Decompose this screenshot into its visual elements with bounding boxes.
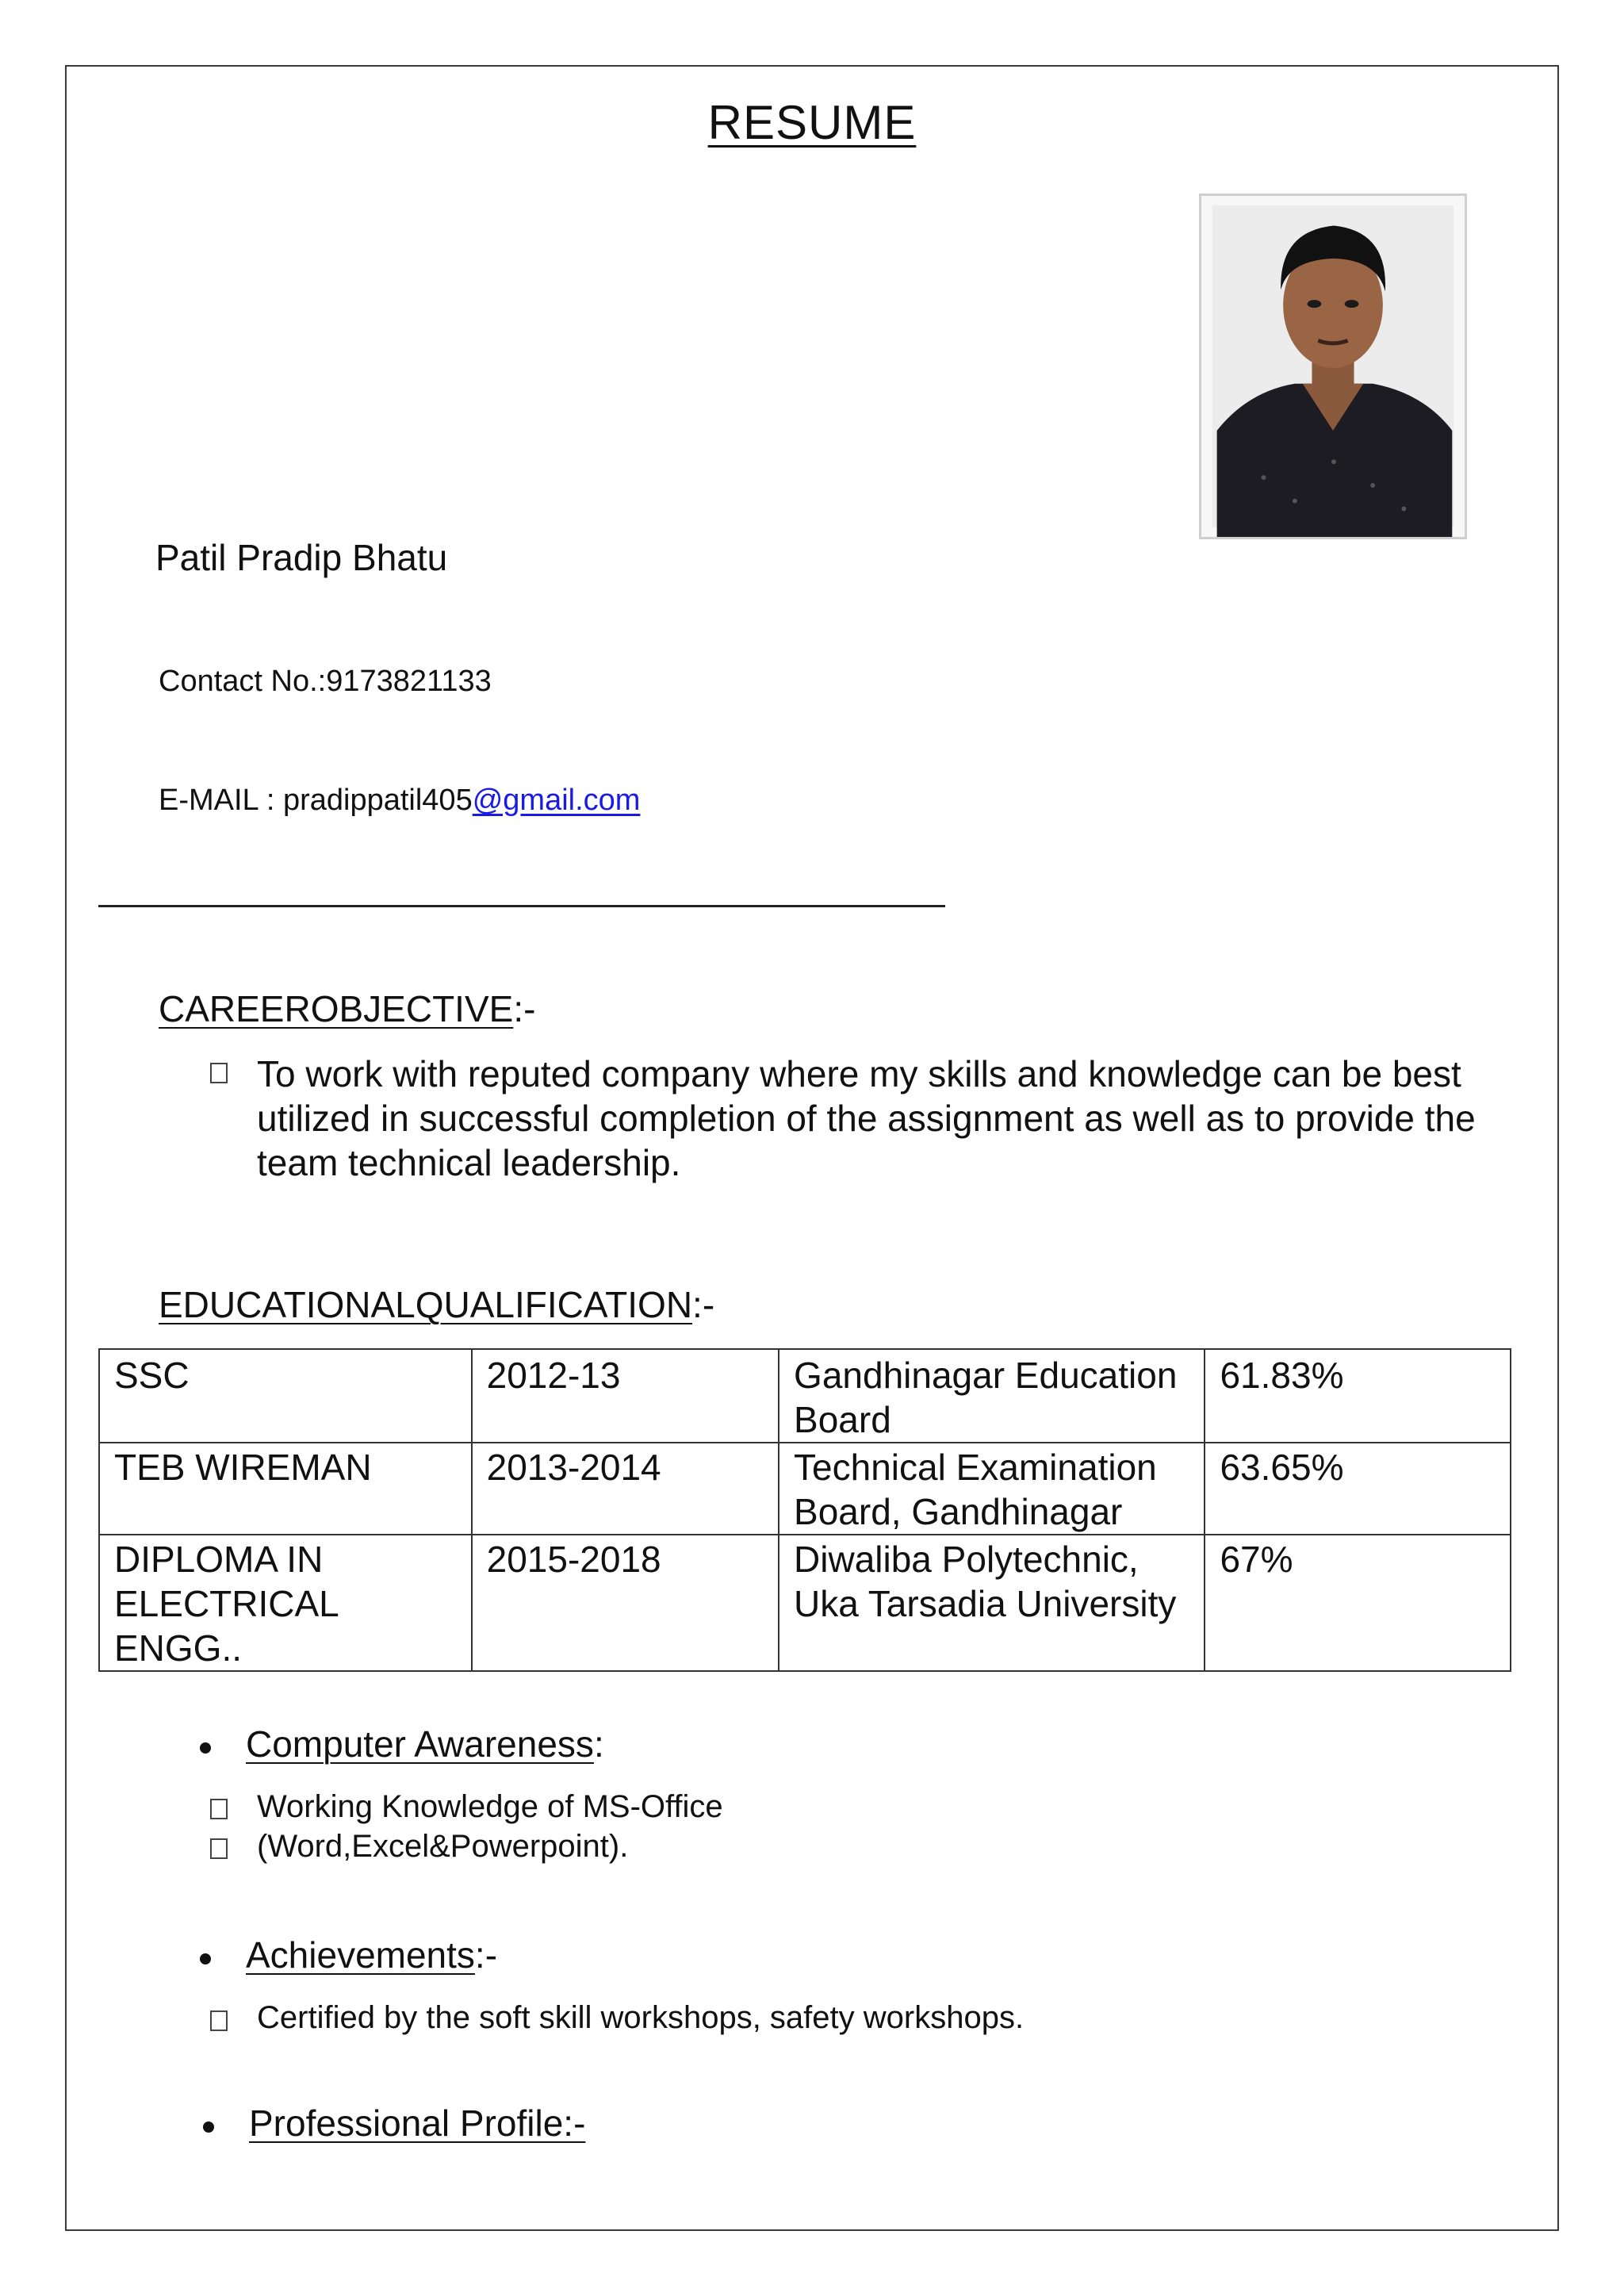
course-cell: SSC	[99, 1349, 472, 1443]
checkbox-bullet-icon	[210, 1799, 228, 1819]
table-row	[99, 1535, 1511, 1671]
bullet-dot-icon	[200, 1953, 211, 1964]
year-cell: 2013-2014	[472, 1443, 779, 1535]
divider-line	[98, 905, 945, 907]
table-row	[99, 1443, 1511, 1535]
bullet-dot-icon	[200, 1742, 211, 1754]
year-cell: 2012-13	[472, 1349, 779, 1443]
course-cell: DIPLOMA IN ELECTRICAL ENGG..	[99, 1535, 472, 1671]
career-objective-text: To work with reputed company where my skills and knowledge can be best utilized in successful completion of the assignment as well as to provide the team technical leadership.	[257, 1053, 1476, 1183]
resume-title: RESUME	[707, 96, 917, 149]
board-cell: Gandhinagar Education Board	[779, 1349, 1205, 1443]
education-heading: EDUCATIONALQUALIFICATION:-	[159, 1284, 715, 1325]
score-cell: 61.83%	[1205, 1349, 1511, 1443]
achievement-item: Certified by the soft skill workshops, safety workshops.	[257, 2000, 1025, 2035]
computer-item: (Word,Excel&Powerpoint).	[257, 1829, 629, 1864]
year-cell: 2015-2018	[472, 1535, 779, 1671]
education-table	[98, 1348, 1511, 1672]
computer-awareness-heading: Computer Awareness:	[246, 1723, 604, 1765]
table-row	[99, 1349, 1511, 1443]
computer-item: Working Knowledge of MS-Office	[257, 1789, 723, 1824]
bullet-dot-icon	[203, 2122, 214, 2133]
career-objective-heading: CAREEROBJECTIVE:-	[159, 988, 536, 1029]
profile-photo	[1199, 194, 1467, 539]
checkbox-bullet-icon	[210, 1838, 228, 1859]
email-link[interactable]: @gmail.com	[472, 784, 641, 817]
board-cell: Diwaliba Polytechnic, Uka Tarsadia University	[779, 1535, 1205, 1671]
applicant-name: Patil Pradip Bhatu	[155, 537, 448, 578]
score-cell: 67%	[1205, 1535, 1511, 1671]
email-line	[159, 784, 640, 818]
contact-number: Contact No.:9173821133	[159, 665, 492, 698]
checkbox-bullet-icon	[210, 2010, 228, 2031]
email-prefix: E-MAIL : pradippatil405	[159, 784, 473, 817]
professional-profile-heading: Professional Profile:-	[249, 2102, 586, 2144]
board-cell: Technical Examination Board, Gandhinagar	[779, 1443, 1205, 1535]
achievements-heading: Achievements:-	[246, 1934, 498, 1976]
score-cell: 63.65%	[1205, 1443, 1511, 1535]
checkbox-bullet-icon	[210, 1063, 228, 1083]
course-cell: TEB WIREMAN	[99, 1443, 472, 1535]
